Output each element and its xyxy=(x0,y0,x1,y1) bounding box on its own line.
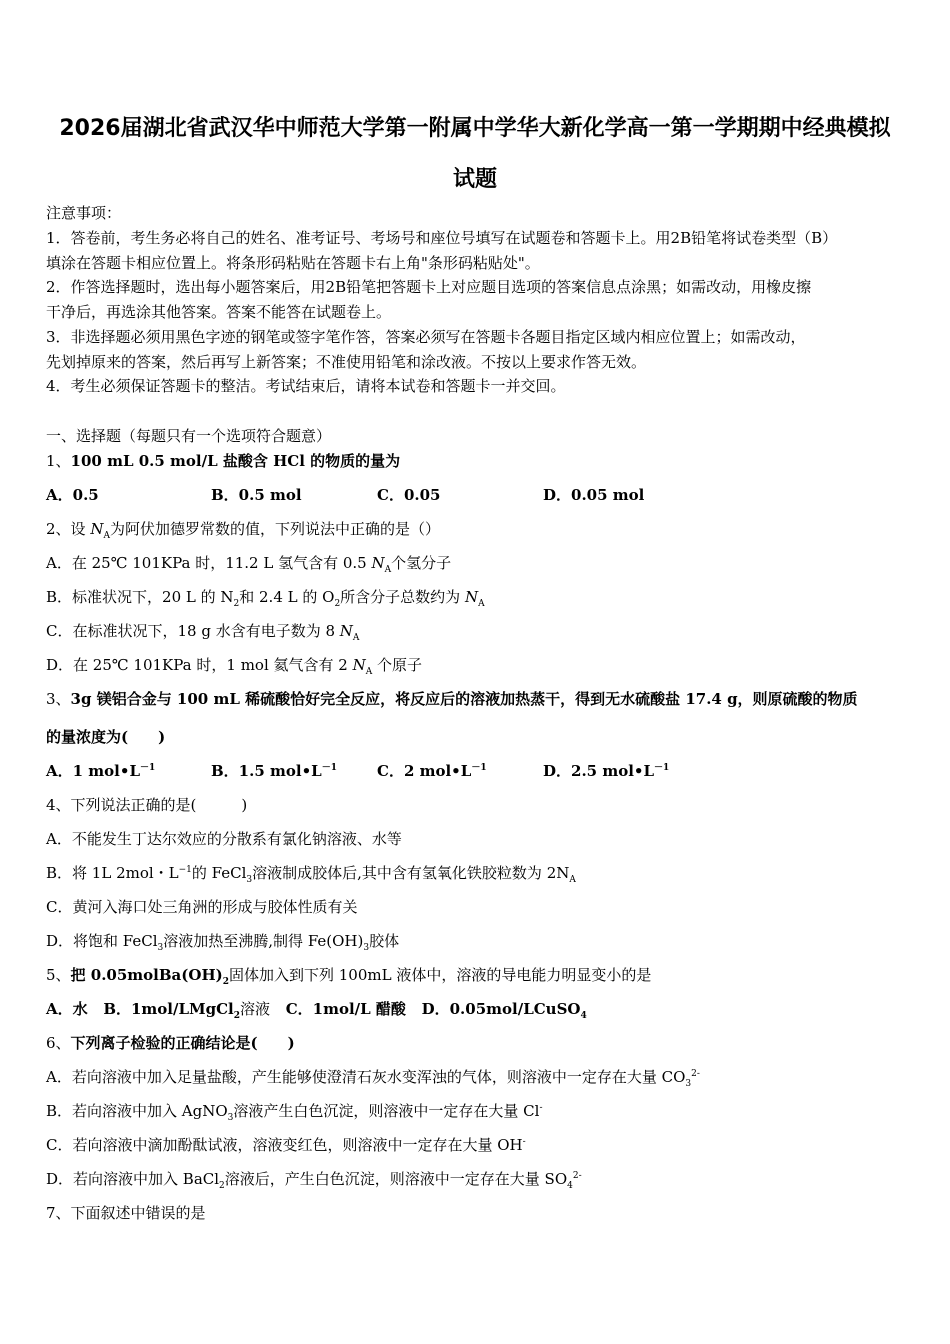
question-5 xyxy=(46,965,906,985)
subscript: 2 xyxy=(219,1181,225,1191)
option-text: 溶液 xyxy=(240,1000,271,1018)
question-2 xyxy=(46,519,906,539)
option-text: 胶体 xyxy=(369,932,400,950)
option-text: 个氢分子 xyxy=(391,554,452,572)
question-1 xyxy=(46,451,906,471)
option-b: B．0.5 mol xyxy=(211,486,302,504)
question-stem: 下列说法正确的是( ) xyxy=(70,796,248,814)
option-d xyxy=(46,931,906,951)
option-c xyxy=(46,621,906,641)
subscript: A xyxy=(365,667,373,677)
option-text: 溶液制成胶体后,其中含有氢氧化铁胶粒数为 2N xyxy=(252,864,570,882)
option-c: C．0.05 xyxy=(377,486,441,504)
question-number: 3、 xyxy=(46,690,71,708)
notice-line: 先划掉原来的答案，然后再写上新答案；不准使用铅笔和涂改液。不按以上要求作答无效。 xyxy=(46,353,647,371)
q5-options xyxy=(46,999,906,1019)
stem-part: 为阿伏加德罗常数的值，下列说法中正确的是（） xyxy=(109,520,440,538)
option-text: B．若向溶液中加入 AgNO xyxy=(46,1102,228,1120)
question-6 xyxy=(46,1033,906,1053)
superscript: 2- xyxy=(572,1171,582,1181)
notice-line: 干净后，再选涂其他答案。答案不能答在试题卷上。 xyxy=(46,303,392,321)
option-d xyxy=(421,1000,587,1021)
option-text: B．1.5 mol•L xyxy=(211,762,322,780)
stem-part: 设 xyxy=(70,520,91,538)
option-text: D．0.05mol/LCuSO xyxy=(421,1000,581,1018)
option-text: C．2 mol•L xyxy=(377,762,472,780)
option-text: 个原子 xyxy=(372,656,423,674)
question-3 xyxy=(46,689,906,709)
option-d xyxy=(46,655,906,675)
question-3-cont: 的量浓度为( ) xyxy=(46,728,166,746)
option-text: 的 FeCl xyxy=(191,864,247,882)
question-number: 1、 xyxy=(46,452,71,470)
option-a: A．水 xyxy=(46,1000,88,1018)
superscript: －1 xyxy=(654,763,670,773)
na-symbol: N xyxy=(352,656,366,674)
question-stem: 3g 镁铝合金与 100 mL 稀硫酸恰好完全反应，将反应后的溶液加热蒸干，得到无水硫酸盐 17.4 g，则原硫酸的物质 xyxy=(70,690,858,708)
option-c xyxy=(46,1135,906,1155)
subscript: 3 xyxy=(246,875,253,885)
question-number: 5、 xyxy=(46,966,71,984)
superscript: - xyxy=(539,1103,543,1113)
subscript: A xyxy=(478,599,485,609)
option-d xyxy=(543,761,669,781)
option-text: D．在 25℃ 101KPa 时，1 mol 氦气含有 2 xyxy=(46,656,353,674)
question-7 xyxy=(46,1203,906,1223)
question-number: 2、 xyxy=(46,520,71,538)
section-heading: 一、选择题（每题只有一个选项符合题意） xyxy=(46,427,332,445)
question-number: 4、 xyxy=(46,796,71,814)
subscript: 2 xyxy=(222,977,229,987)
subscript: A xyxy=(569,875,576,885)
subscript: A xyxy=(352,633,360,643)
option-b xyxy=(46,1101,906,1121)
option-text: A．若向溶液中加入足量盐酸，产生能够使澄清石灰水变浑浊的气体，则溶液中一定存在大量 CO xyxy=(46,1068,686,1086)
subscript: 3 xyxy=(363,943,370,953)
option-text: B．将 1L 2mol・L xyxy=(46,864,179,882)
option-b xyxy=(46,587,906,607)
superscript: −1 xyxy=(178,865,192,875)
stem-part: 固体加入到下列 100mL 液体中，溶液的导电能力明显变小的是 xyxy=(228,966,652,984)
na-symbol: N xyxy=(371,554,385,572)
option-text: A．1 mol•L xyxy=(46,762,141,780)
option-text: 和 2.4 L 的 O xyxy=(239,588,335,606)
option-a: A．不能发生丁达尔效应的分散系有氯化钠溶液、水等 xyxy=(46,830,402,848)
page-title: 2026届湖北省武汉华中师范大学第一附属中学华大新化学高一第一学期期中经典模拟 xyxy=(59,116,891,141)
na-symbol: N xyxy=(464,588,479,606)
option-b xyxy=(211,761,337,781)
subscript: 3 xyxy=(227,1113,234,1123)
superscript: －1 xyxy=(140,763,156,773)
option-text: B．标准状况下，20 L 的 N xyxy=(46,588,234,606)
option-a xyxy=(46,553,906,573)
option-d xyxy=(46,1169,906,1189)
subscript: 4 xyxy=(580,1011,587,1021)
option-c xyxy=(377,761,487,781)
option-text: 溶液加热至沸腾,制得 Fe(OH) xyxy=(163,932,364,950)
option-a: A．0.5 xyxy=(46,486,99,504)
option-a xyxy=(46,761,155,781)
option-text: C．在标准状况下，18 g 水含有电子数为 8 xyxy=(46,622,340,640)
na-symbol: N xyxy=(339,622,353,640)
subscript: 3 xyxy=(157,943,164,953)
option-b xyxy=(103,1000,271,1021)
option-text: D．若向溶液中加入 BaCl xyxy=(46,1170,220,1188)
option-text: A．在 25℃ 101KPa 时，11.2 L 氢气含有 0.5 xyxy=(46,554,372,572)
subscript: 2 xyxy=(233,1011,241,1021)
question-4 xyxy=(46,795,906,815)
option-text: 溶液后，产生白色沉淀，则溶液中一定存在大量 SO xyxy=(224,1170,568,1188)
subscript: A xyxy=(103,531,110,541)
option-text: D．将饱和 FeCl xyxy=(46,932,158,950)
stem-part: 把 0.05molBa(OH) xyxy=(70,966,223,984)
notice-heading: 注意事项： xyxy=(46,204,122,222)
page-title-line2: 试题 xyxy=(452,167,497,192)
subscript: A xyxy=(384,565,392,575)
subscript: 4 xyxy=(567,1181,573,1191)
option-d: D．0.05 mol xyxy=(543,486,645,504)
notice-line: 3．非选择题必须用黑色字迹的钢笔或签字笔作答，答案必须写在答题卡各题目指定区域内相应位置上；如需改动， xyxy=(46,328,806,346)
option-c: C．黄河入海口处三角洲的形成与胶体性质有关 xyxy=(46,898,358,916)
q1-options xyxy=(46,485,906,505)
notice-line: 1．答卷前，考生务必将自己的姓名、准考证号、考场号和座位号填写在试题卷和答题卡上。用2B铅笔将试卷类型（B） xyxy=(46,229,838,247)
q3-options xyxy=(46,761,906,781)
option-text: C．若向溶液中滴加酚酞试液，溶液变红色，则溶液中一定存在大量 OH xyxy=(46,1136,523,1154)
option-c: C．1mol/L 醋酸 xyxy=(285,1000,406,1018)
subscript: 2 xyxy=(233,599,240,609)
question-stem: 下面叙述中错误的是 xyxy=(70,1204,206,1222)
option-text: D．2.5 mol•L xyxy=(543,762,655,780)
superscript: －1 xyxy=(471,763,487,773)
notice-line: 2．作答选择题时，选出每小题答案后，用2B铅笔把答题卡上对应题目选项的答案信息点涂黑；如需改动，用橡皮擦 xyxy=(46,278,812,296)
na-symbol: N xyxy=(90,520,104,538)
question-stem: 100 mL 0.5 mol/L 盐酸含 HCl 的物质的量为 xyxy=(70,452,401,470)
question-stem: 下列离子检验的正确结论是( ) xyxy=(70,1034,295,1052)
superscript: - xyxy=(522,1137,526,1147)
question-number: 7、 xyxy=(46,1204,71,1222)
subscript: 2 xyxy=(334,599,341,609)
option-b xyxy=(46,863,906,883)
option-text: 所含分子总数约为 xyxy=(340,588,465,606)
superscript: 2- xyxy=(691,1069,700,1079)
subscript: 3 xyxy=(685,1079,692,1089)
notice-line: 4．考生必须保证答题卡的整洁。考试结束后，请将本试卷和答题卡一并交回。 xyxy=(46,377,566,395)
option-text: B．1mol/LMgCl xyxy=(103,1000,234,1018)
option-text: 溶液产生白色沉淀，则溶液中一定存在大量 Cl xyxy=(233,1102,540,1120)
superscript: －1 xyxy=(321,763,337,773)
notice-line: 填涂在答题卡相应位置上。将条形码粘贴在答题卡右上角"条形码粘贴处"。 xyxy=(46,254,540,272)
option-a xyxy=(46,1067,906,1087)
question-number: 6、 xyxy=(46,1034,71,1052)
